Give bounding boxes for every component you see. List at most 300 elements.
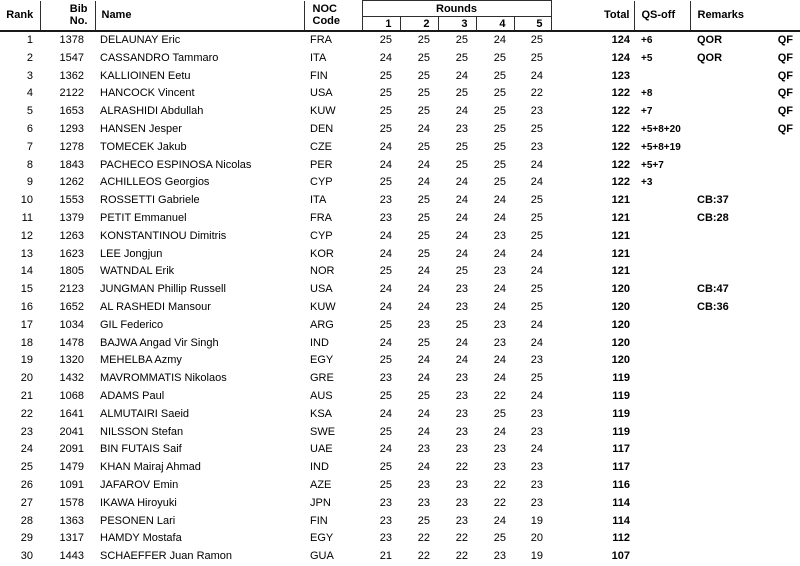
round-4-score-cell: 25 — [493, 140, 506, 153]
remarks-cell — [690, 317, 800, 335]
round-2-column-header: 2 — [400, 17, 438, 32]
bib-number-cell: 1653 — [59, 105, 84, 118]
rank-cell: 11 — [21, 211, 33, 224]
round-3-score-cell: 23 — [455, 122, 468, 135]
name-column-header: Name — [95, 1, 304, 32]
round-1-score-cell: 24 — [379, 407, 392, 420]
bib-number-cell: 1443 — [40, 548, 95, 566]
qualification-badge: QF — [777, 105, 793, 118]
round-2-score-cell: 23 — [417, 478, 430, 491]
table-row — [0, 281, 800, 299]
total-score-cell: 112 — [612, 532, 630, 545]
athlete-name-cell: PESONEN Lari — [100, 514, 176, 527]
athlete-name-cell: BAJWA Angad Vir Singh — [100, 336, 219, 349]
round-5-score-cell: 24 — [530, 336, 543, 349]
noc-code-column-header — [304, 1, 362, 32]
round-2-score-cell: 24 — [417, 158, 430, 171]
table-row — [0, 459, 800, 477]
bib-number-cell: 1262 — [59, 176, 84, 189]
bib-number-cell: 1362 — [59, 69, 84, 82]
rank-cell: 27 — [20, 496, 33, 509]
bib-number-cell: 1805 — [59, 265, 84, 278]
round-1-score-cell: 23 — [379, 211, 392, 224]
remarks-cell-inner — [697, 192, 793, 210]
round-3-score-cell: 25 — [455, 265, 468, 278]
remarks-cell — [690, 174, 800, 192]
bib-header-line2: No. — [69, 15, 88, 28]
round-1-score-cell: 24 — [379, 247, 392, 260]
round-4-score-cell: 23 — [493, 229, 506, 242]
athlete-name-cell: ACHILLEOS Georgios — [100, 176, 210, 189]
round-4-score-cell: 24 — [493, 283, 506, 296]
table-row — [0, 263, 800, 281]
round-4-score-cell: 23 — [493, 443, 506, 456]
noc-code-cell: JPN — [310, 496, 331, 509]
round-1-score-cell: 25 — [379, 389, 392, 402]
athlete-name-cell: HAMDY Mostafa — [100, 532, 182, 545]
total-score-cell: 116 — [612, 478, 630, 491]
round-4-score-cell: 24 — [493, 300, 506, 313]
rank-cell: 28 — [20, 514, 33, 527]
round-4-score-cell: 24 — [493, 194, 506, 207]
round-3-score-cell: 24 — [455, 194, 468, 207]
athlete-name-cell: LEE Jongjun — [100, 247, 163, 260]
round-5-score-cell: 25 — [530, 283, 543, 296]
total-score-cell: 107 — [551, 548, 634, 566]
remarks-cell — [690, 335, 800, 353]
noc-code-cell: FIN — [310, 514, 328, 527]
noc-code-cell: ARG — [310, 318, 334, 331]
round-1-score-cell: 24 — [379, 229, 392, 242]
athlete-name-cell: KALLIOINEN Eetu — [100, 69, 191, 82]
noc-code-cell: SWE — [310, 425, 336, 438]
round-1-column-header: 1 — [362, 17, 400, 32]
remarks-cell — [690, 441, 800, 459]
round-5-score-cell: 24 — [530, 443, 543, 456]
qs-off-score-cell: +5+7 — [641, 159, 664, 171]
table-row — [0, 424, 800, 442]
round-4-score-cell: 24 — [493, 354, 506, 367]
qs-off-score-cell: +7 — [641, 106, 653, 118]
qs-off-score-cell: +3 — [641, 177, 653, 189]
round-3-score-cell: 23 — [455, 283, 468, 296]
round-1-score-cell: 25 — [379, 318, 392, 331]
athlete-name-cell: SCHAEFFER Juan Ramon — [95, 548, 304, 566]
round-3-score-cell: 25 — [455, 87, 468, 100]
total-score-cell: 122 — [611, 105, 630, 118]
remarks-cell — [690, 85, 800, 103]
table-row — [0, 530, 800, 548]
athlete-name-cell: HANCOCK Vincent — [100, 87, 195, 100]
round-5-score-cell: 24 — [530, 318, 543, 331]
rank-cell: 14 — [20, 265, 33, 278]
qs-off-score-cell: +6 — [641, 35, 653, 46]
round-4-score-cell: 25 — [493, 69, 506, 82]
round-4-score-cell: 23 — [493, 461, 506, 474]
round-4-score-cell: 23 — [493, 265, 506, 278]
round-5-score-cell: 23 — [530, 425, 543, 438]
noc-code-cell: IND — [310, 461, 329, 474]
bib-number-cell: 1843 — [59, 158, 84, 171]
remarks-cell — [690, 370, 800, 388]
round-5-score-cell: 25 — [530, 229, 543, 242]
round-1-score-cell: 25 — [379, 69, 392, 82]
round-3-score-cell: 22 — [438, 548, 476, 566]
round-3-score-cell: 22 — [455, 532, 468, 545]
round-2-score-cell: 23 — [417, 318, 430, 331]
table-row — [0, 477, 800, 495]
round-3-score-cell: 24 — [455, 229, 468, 242]
table-row — [0, 388, 800, 406]
remarks-cell — [690, 103, 800, 121]
qualification-badge: QF — [777, 122, 793, 135]
rank-cell: 12 — [20, 229, 33, 242]
remarks-cell — [690, 246, 800, 264]
bib-number-cell: 1652 — [59, 300, 84, 313]
noc-code-cell: KOR — [310, 247, 334, 260]
round-5-score-cell: 23 — [530, 354, 543, 367]
table-row — [0, 31, 800, 50]
qs-off-score-cell — [634, 530, 690, 548]
round-1-score-cell: 25 — [379, 176, 392, 189]
round-4-score-cell: 22 — [493, 496, 506, 509]
table-row — [0, 228, 800, 246]
remarks-cell-inner — [697, 68, 793, 86]
rank-cell: 10 — [20, 194, 33, 207]
table-row — [0, 246, 800, 264]
remarks-cell-inner — [697, 32, 793, 50]
athlete-name-cell: ALRASHIDI Abdullah — [100, 105, 204, 118]
remarks-cell-inner — [697, 121, 793, 139]
total-score-cell: 121 — [611, 265, 630, 278]
round-2-score-cell: 25 — [417, 69, 430, 82]
round-3-score-cell: 23 — [455, 478, 468, 491]
rank-cell: 3 — [26, 69, 33, 82]
round-5-score-cell: 25 — [530, 372, 543, 385]
remark-text: CB:37 — [697, 194, 729, 207]
remarks-cell — [690, 406, 800, 424]
total-score-cell: 121 — [611, 229, 630, 242]
qs-off-score-cell — [634, 477, 690, 495]
noc-code-cell: CZE — [310, 140, 332, 153]
total-score-cell: 124 — [611, 34, 630, 46]
round-1-score-cell: 25 — [379, 461, 392, 474]
round-5-score-cell: 25 — [530, 122, 543, 135]
remarks-cell — [690, 281, 800, 299]
round-5-score-cell: 23 — [530, 478, 543, 491]
round-1-score-cell: 25 — [379, 34, 392, 46]
remarks-cell — [690, 31, 800, 50]
total-score-cell: 121 — [611, 247, 630, 260]
total-score-cell: 120 — [611, 283, 630, 296]
remarks-cell — [690, 477, 800, 495]
rank-cell: 29 — [20, 532, 33, 545]
table-row — [0, 317, 800, 335]
round-4-score-cell: 24 — [493, 514, 506, 527]
noc-code-cell: FRA — [310, 211, 332, 224]
athlete-name-cell: WATNDAL Erik — [100, 265, 175, 278]
round-3-score-cell: 24 — [455, 211, 468, 224]
rank-column-header: Rank — [0, 1, 40, 32]
total-score-cell: 117 — [612, 461, 630, 474]
round-4-score-cell: 25 — [493, 176, 506, 189]
bib-number-cell: 1091 — [59, 478, 84, 491]
bib-number-cell: 1378 — [59, 34, 84, 46]
qs-off-score-cell — [634, 441, 690, 459]
qs-off-score-cell — [634, 495, 690, 513]
round-5-score-cell: 25 — [530, 211, 543, 224]
rank-cell: 23 — [20, 425, 33, 438]
noc-code-cell: EGY — [310, 532, 334, 545]
bib-number-cell: 1578 — [59, 496, 84, 509]
round-2-score-cell: 25 — [417, 389, 430, 402]
round-2-score-cell: 25 — [417, 140, 430, 153]
remarks-cell — [690, 192, 800, 210]
round-1-score-cell: 25 — [379, 265, 392, 278]
round-3-score-cell: 25 — [455, 34, 468, 46]
round-2-score-cell: 24 — [417, 176, 430, 189]
round-2-score-cell: 24 — [417, 283, 430, 296]
bib-number-cell: 1263 — [59, 229, 84, 242]
qs-off-score-cell: +5+8+20 — [641, 123, 681, 135]
table-row — [0, 495, 800, 513]
noc-code-cell: AZE — [310, 478, 332, 491]
round-3-score-cell: 24 — [455, 105, 468, 118]
round-2-score-cell: 24 — [417, 461, 430, 474]
round-4-score-cell: 24 — [493, 425, 506, 438]
table-row — [0, 548, 800, 566]
remarks-cell — [690, 157, 800, 175]
rank-cell: 8 — [26, 158, 33, 171]
round-2-score-cell: 24 — [417, 407, 430, 420]
bib-number-cell: 1363 — [59, 514, 84, 527]
total-column-header: Total — [551, 1, 634, 32]
qs-off-column-header: QS-off — [634, 1, 690, 32]
athlete-name-cell: PACHECO ESPINOSA Nicolas — [100, 158, 252, 171]
round-4-score-cell: 25 — [493, 105, 506, 118]
round-5-score-cell: 25 — [530, 51, 543, 64]
qs-off-score-cell — [634, 459, 690, 477]
round-3-score-cell: 24 — [455, 69, 468, 82]
table-row — [0, 174, 800, 192]
round-1-score-cell: 25 — [379, 105, 392, 118]
noc-code-cell: UAE — [310, 443, 333, 456]
round-1-score-cell: 23 — [379, 372, 392, 385]
round-4-score-cell: 25 — [493, 158, 506, 171]
total-score-cell: 117 — [612, 443, 630, 456]
table-row — [0, 352, 800, 370]
round-4-score-cell: 22 — [493, 478, 506, 491]
remarks-cell — [690, 513, 800, 531]
noc-code-cell: CYP — [310, 229, 333, 242]
bib-number-cell: 1547 — [59, 51, 84, 64]
round-3-score-cell: 25 — [455, 140, 468, 153]
remarks-cell — [690, 50, 800, 68]
round-5-score-cell: 23 — [530, 140, 543, 153]
round-1-score-cell: 24 — [379, 158, 392, 171]
athlete-name-cell: ALMUTAIRI Saeid — [100, 407, 190, 420]
rank-cell: 16 — [20, 300, 33, 313]
rank-cell: 6 — [26, 122, 33, 135]
round-4-score-cell: 23 — [476, 548, 514, 566]
round-2-score-cell: 24 — [417, 265, 430, 278]
remarks-cell-inner — [697, 281, 793, 299]
noc-code-cell: USA — [310, 87, 333, 100]
round-5-score-cell: 25 — [530, 194, 543, 207]
table-row — [0, 335, 800, 353]
qs-off-score-cell: +5 — [641, 52, 653, 64]
rank-cell: 25 — [20, 461, 33, 474]
table-row — [0, 157, 800, 175]
noc-code-cell: NOR — [310, 265, 335, 278]
rank-cell: 30 — [0, 548, 40, 566]
noc-code-cell: FRA — [310, 34, 332, 46]
bib-number-cell: 1034 — [59, 318, 84, 331]
table-row — [0, 299, 800, 317]
round-5-score-cell: 24 — [530, 389, 543, 402]
rank-cell: 5 — [26, 105, 33, 118]
bib-number-cell: 2041 — [59, 425, 84, 438]
athlete-name-cell: TOMECEK Jakub — [100, 140, 187, 153]
qs-off-score-cell — [634, 335, 690, 353]
noc-code-cell: KUW — [310, 105, 336, 118]
rank-cell: 2 — [26, 51, 33, 64]
remarks-cell — [690, 210, 800, 228]
round-3-score-cell: 22 — [455, 461, 468, 474]
round-4-score-cell: 23 — [493, 318, 506, 331]
noc-code-cell: FIN — [310, 69, 328, 82]
remark-text: QOR — [697, 34, 723, 46]
round-1-score-cell: 24 — [379, 443, 392, 456]
round-2-score-cell: 25 — [417, 211, 430, 224]
round-1-score-cell: 24 — [379, 283, 392, 296]
noc-code-cell: KSA — [310, 407, 333, 420]
athlete-name-cell: CASSANDRO Tammaro — [100, 51, 219, 64]
noc-code-cell: GUA — [304, 548, 362, 566]
round-2-score-cell: 25 — [417, 229, 430, 242]
round-3-score-cell: 23 — [455, 372, 468, 385]
round-3-score-cell: 24 — [455, 336, 468, 349]
bib-number-cell: 1432 — [59, 372, 84, 385]
table-row — [0, 406, 800, 424]
round-2-score-cell: 24 — [417, 354, 430, 367]
rank-cell: 17 — [20, 318, 33, 331]
round-1-score-cell: 23 — [379, 532, 392, 545]
table-row — [0, 192, 800, 210]
round-5-score-cell: 24 — [530, 247, 543, 260]
table-row — [0, 68, 800, 86]
table-row — [0, 370, 800, 388]
qs-off-score-cell — [634, 406, 690, 424]
athlete-name-cell: AL RASHEDI Mansour — [100, 300, 211, 313]
noc-code-cell: CYP — [310, 176, 333, 189]
qualification-badge: QF — [777, 34, 793, 46]
remarks-cell — [690, 530, 800, 548]
round-4-score-cell: 25 — [493, 122, 506, 135]
remarks-cell — [690, 121, 800, 139]
rank-cell: 1 — [26, 34, 33, 46]
remarks-cell-inner — [697, 210, 793, 228]
round-2-score-cell: 22 — [417, 532, 430, 545]
table-row — [0, 513, 800, 531]
qs-off-score-cell — [634, 228, 690, 246]
round-3-score-cell: 23 — [455, 443, 468, 456]
remarks-cell — [690, 263, 800, 281]
round-2-score-cell: 25 — [417, 34, 430, 46]
round-4-score-cell: 24 — [493, 211, 506, 224]
round-2-score-cell: 25 — [417, 87, 430, 100]
bib-number-cell: 1379 — [59, 211, 84, 224]
qs-off-score-cell — [634, 192, 690, 210]
header-row-top — [0, 1, 800, 17]
noc-code-cell: PER — [310, 158, 333, 171]
round-3-score-cell: 24 — [455, 354, 468, 367]
round-5-score-cell: 23 — [530, 461, 543, 474]
round-5-score-cell: 19 — [530, 514, 543, 527]
round-3-score-cell: 23 — [455, 514, 468, 527]
noc-code-cell: DEN — [310, 122, 334, 135]
noc-code-cell: IND — [310, 336, 329, 349]
total-score-cell: 119 — [612, 372, 630, 385]
round-3-score-cell: 23 — [455, 407, 468, 420]
round-2-score-cell: 25 — [417, 194, 430, 207]
round-4-score-cell: 25 — [493, 51, 506, 64]
athlete-name-cell: GIL Federico — [100, 318, 164, 331]
round-2-score-cell: 24 — [417, 300, 430, 313]
round-2-score-cell: 24 — [417, 122, 430, 135]
bib-header-line1: Bib — [69, 3, 88, 16]
remarks-cell-inner — [697, 85, 793, 103]
round-4-score-cell: 24 — [493, 372, 506, 385]
round-5-score-cell: 25 — [530, 300, 543, 313]
round-2-score-cell: 25 — [417, 51, 430, 64]
round-2-score-cell: 22 — [400, 548, 438, 566]
qs-off-score-cell — [634, 424, 690, 442]
noc-header-line2: Code — [312, 15, 340, 28]
round-2-score-cell: 25 — [417, 514, 430, 527]
athlete-name-cell: JUNGMAN Phillip Russell — [100, 283, 226, 296]
athlete-name-cell: BIN FUTAIS Saif — [100, 443, 182, 456]
remarks-cell — [690, 495, 800, 513]
table-row — [0, 121, 800, 139]
remark-text: CB:47 — [697, 283, 729, 296]
round-3-score-cell: 25 — [455, 51, 468, 64]
round-3-column-header: 3 — [438, 17, 476, 32]
bib-number-cell: 1293 — [59, 122, 84, 135]
athlete-name-cell: KONSTANTINOU Dimitris — [100, 229, 227, 242]
table-row — [0, 103, 800, 121]
noc-code-cell: USA — [310, 283, 333, 296]
noc-code-cell: EGY — [310, 354, 334, 367]
qs-off-score-cell — [634, 281, 690, 299]
results-table-body — [0, 31, 800, 566]
athlete-name-cell: JAFAROV Emin — [100, 478, 179, 491]
round-5-score-cell: 23 — [530, 407, 543, 420]
rank-cell: 20 — [20, 372, 33, 385]
round-4-column-header: 4 — [476, 17, 514, 32]
round-2-score-cell: 25 — [417, 247, 430, 260]
round-5-score-cell: 25 — [530, 34, 543, 46]
round-5-score-cell: 24 — [530, 265, 543, 278]
round-2-score-cell: 24 — [417, 372, 430, 385]
remarks-cell — [690, 299, 800, 317]
table-row — [0, 139, 800, 157]
qs-off-score-cell — [634, 210, 690, 228]
qs-off-score-cell — [634, 68, 690, 86]
athlete-name-cell: ROSSETTI Gabriele — [100, 194, 200, 207]
total-score-cell: 119 — [612, 425, 630, 438]
qualification-badge: QF — [777, 51, 793, 64]
